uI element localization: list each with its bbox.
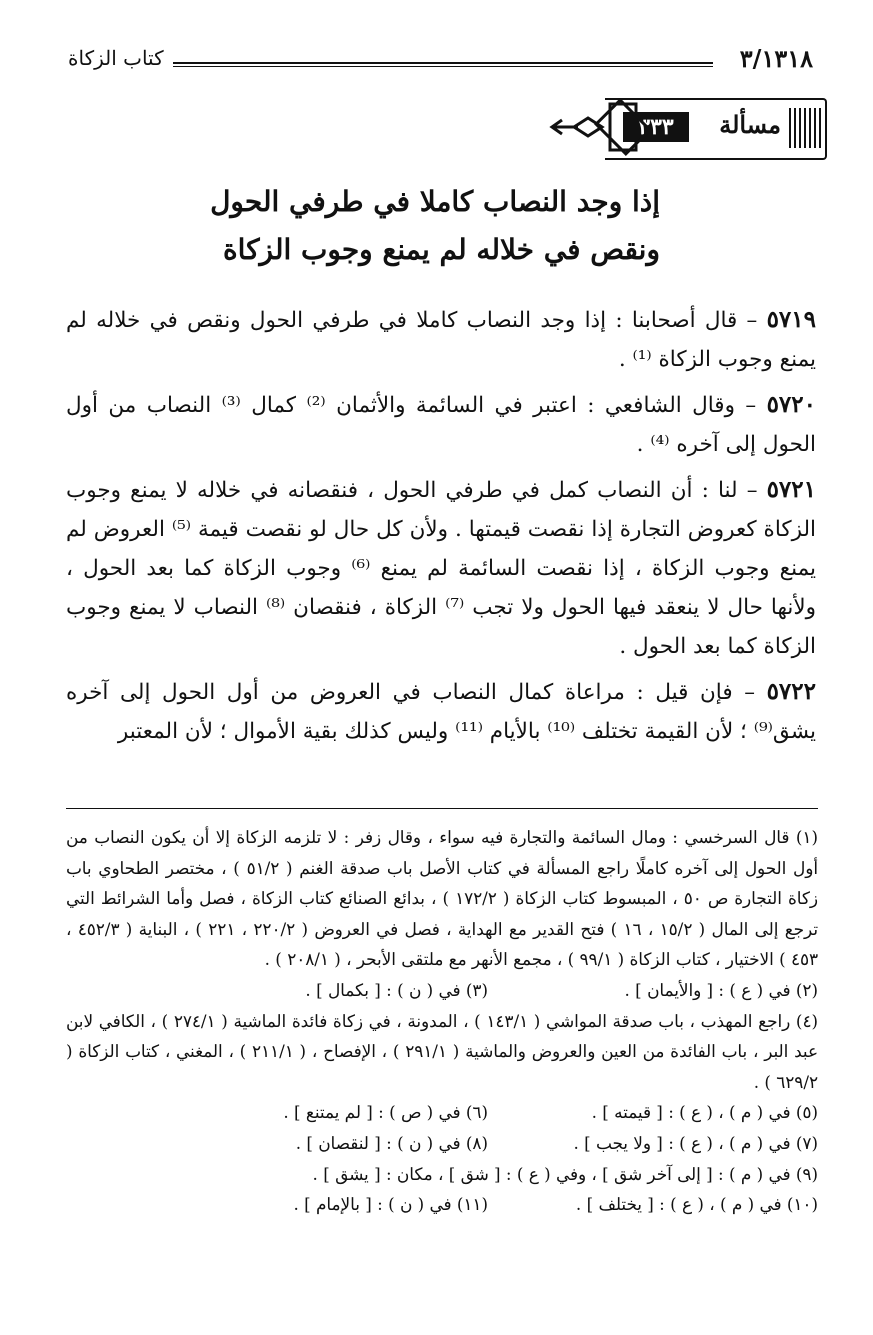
issue-title <box>210 178 660 290</box>
footnote: (٤) راجع المهذب ، باب صدقة المواشي ( ١٤٣/١ ) ، المدونة ، في زكاة فائدة الماشية ( ٢٧٤/١ ) ، الكافي لابن عبد البر ، باب الفائدة من العين والعروض والماشية ( ٢٩١/١ ) ، الإفصاح ، ( ٢١١/١ ) ، المغني ، كتاب الزكاة ( ٦٢٩/٢ ) . <box>66 1010 819 1092</box>
issue-number: ٣٣٣ <box>623 112 689 142</box>
paragraph-number: ٥٧٢٢ <box>766 678 816 705</box>
paragraph-number: ٥٧٢١ <box>766 476 816 503</box>
footnotes <box>66 822 818 1220</box>
footnote-row <box>66 1097 818 1128</box>
footnote: (١٠) في ( م ) ، ( ع ) : [ يختلف ] . <box>575 1194 818 1215</box>
page-number: ٣/١٣١٨ <box>739 44 813 73</box>
body-text <box>66 300 816 757</box>
paragraph-text: – فإن قيل : مراعاة كمال النصاب في العروض من أول الحول إلى آخره يشق⁽⁹⁾ ؛ لأن القيمة تختلف ⁽¹⁰⁾ بالأيام ⁽¹¹⁾ وليس كذلك بقية الأموال ؛ لأن المعتبر <box>66 680 816 744</box>
title-line-2: ونقص في خلاله لم يمنع وجوب الزكاة <box>223 233 660 266</box>
footnote: (٣) في ( ن ) : [ بكمال ] . <box>305 979 488 1000</box>
issue-label: مسألة <box>719 110 781 139</box>
paragraph-text: – قال أصحابنا : إذا وجد النصاب كاملا في طرفي الحول ونقص في خلاله لم يمنع وجوب الزكاة ⁽¹⁾ . <box>66 308 816 372</box>
paragraph <box>66 300 816 379</box>
hatch-ornament <box>789 108 821 148</box>
footnote-separator <box>66 808 818 809</box>
footnote: (٦) في ( ص ) : [ لم يمتنع ] . <box>283 1102 488 1123</box>
footnote: (١١) في ( ن ) : [ بالإمام ] . <box>293 1194 488 1215</box>
footnote: (٨) في ( ن ) : [ لنقصان ] . <box>295 1132 488 1153</box>
header-rule <box>173 62 713 67</box>
book-title: كتاب الزكاة <box>68 46 164 70</box>
footnote-row <box>66 1189 818 1220</box>
paragraph <box>66 470 816 666</box>
paragraph <box>66 385 816 464</box>
knot-ornament-icon <box>548 96 648 158</box>
paragraph <box>66 672 816 751</box>
footnote: (٧) في ( م ) ، ( ع ) : [ ولا يجب ] . <box>573 1132 818 1153</box>
footnote: (٥) في ( م ) ، ( ع ) : [ قيمته ] . <box>591 1102 818 1123</box>
paragraph-number: ٥٧١٩ <box>766 306 816 333</box>
paragraph-text: – لنا : أن النصاب كمل في طرفي الحول ، فنقصانه في خلاله لا يمنع وجوب الزكاة كعروض التجارة إذا نقصت قيمتها . ولأن كل حال لو نقصت قيمة ⁽⁵⁾ العروض لم يمنع وجوب الزكاة ، إذا نقصت السائمة لم يمنع ⁽⁶⁾ وجوب الزكاة كما بعد الحول ، ولأنها حال لا ينعقد فيها الحول ولا تجب ⁽⁷⁾ الزكاة ، فنقصان ⁽⁸⁾ النصاب لا يمنع وجوب الزكاة كما بعد الحول . <box>66 478 816 659</box>
title-line-1: إذا وجد النصاب كاملا في طرفي الحول <box>210 185 660 218</box>
running-header <box>68 42 813 80</box>
footnote-row <box>66 1128 818 1159</box>
paragraph-number: ٥٧٢٠ <box>766 391 816 418</box>
footnote-row <box>66 975 818 1006</box>
footnote: (٢) في ( ع ) : [ والأيمان ] . <box>624 979 818 1000</box>
footnote: (٩) في ( م ) : [ إلى آخر شق ] ، وفي ( ع ) : [ شق ] ، مكان : [ يشق ] . <box>312 1163 818 1184</box>
footnote: (١) قال السرخسي : ومال السائمة والتجارة فيه سواء ، وقال زفر : لا تلزمه الزكاة إلا أن يكون النصاب من أول الحول إلى آخره كاملًا راجع المسألة في كتاب الأصل باب صدقة الغنم ( ٥١/٢ ) ، مختصر الطحاوي باب زكاة التجارة ص ٥٠ ، المبسوط كتاب الزكاة ( ١٧٢/٢ ) ، بدائع الصنائع كتاب الزكاة ، فصل وأما الشرائط التي ترجع إلى المال ( ١٥/٢ ، ١٦ ) فتح القدير مع الهداية ، فصل في العروض ( ٢٢٠/٢ ، ٢٢١ ) ، البناية ( ٤٥٢/٣ ، ٤٥٣ ) الاختيار ، كتاب الزكاة ( ٩٩/١ ) ، مجمع الأنهر مع ملتقى الأبحر ، ( ٢٠٨/١ ) . <box>66 827 819 970</box>
paragraph-text: – وقال الشافعي : اعتبر في السائمة والأثمان ⁽²⁾ كمال ⁽³⁾ النصاب من أول الحول إلى آخره ⁽⁴⁾ . <box>66 393 816 457</box>
